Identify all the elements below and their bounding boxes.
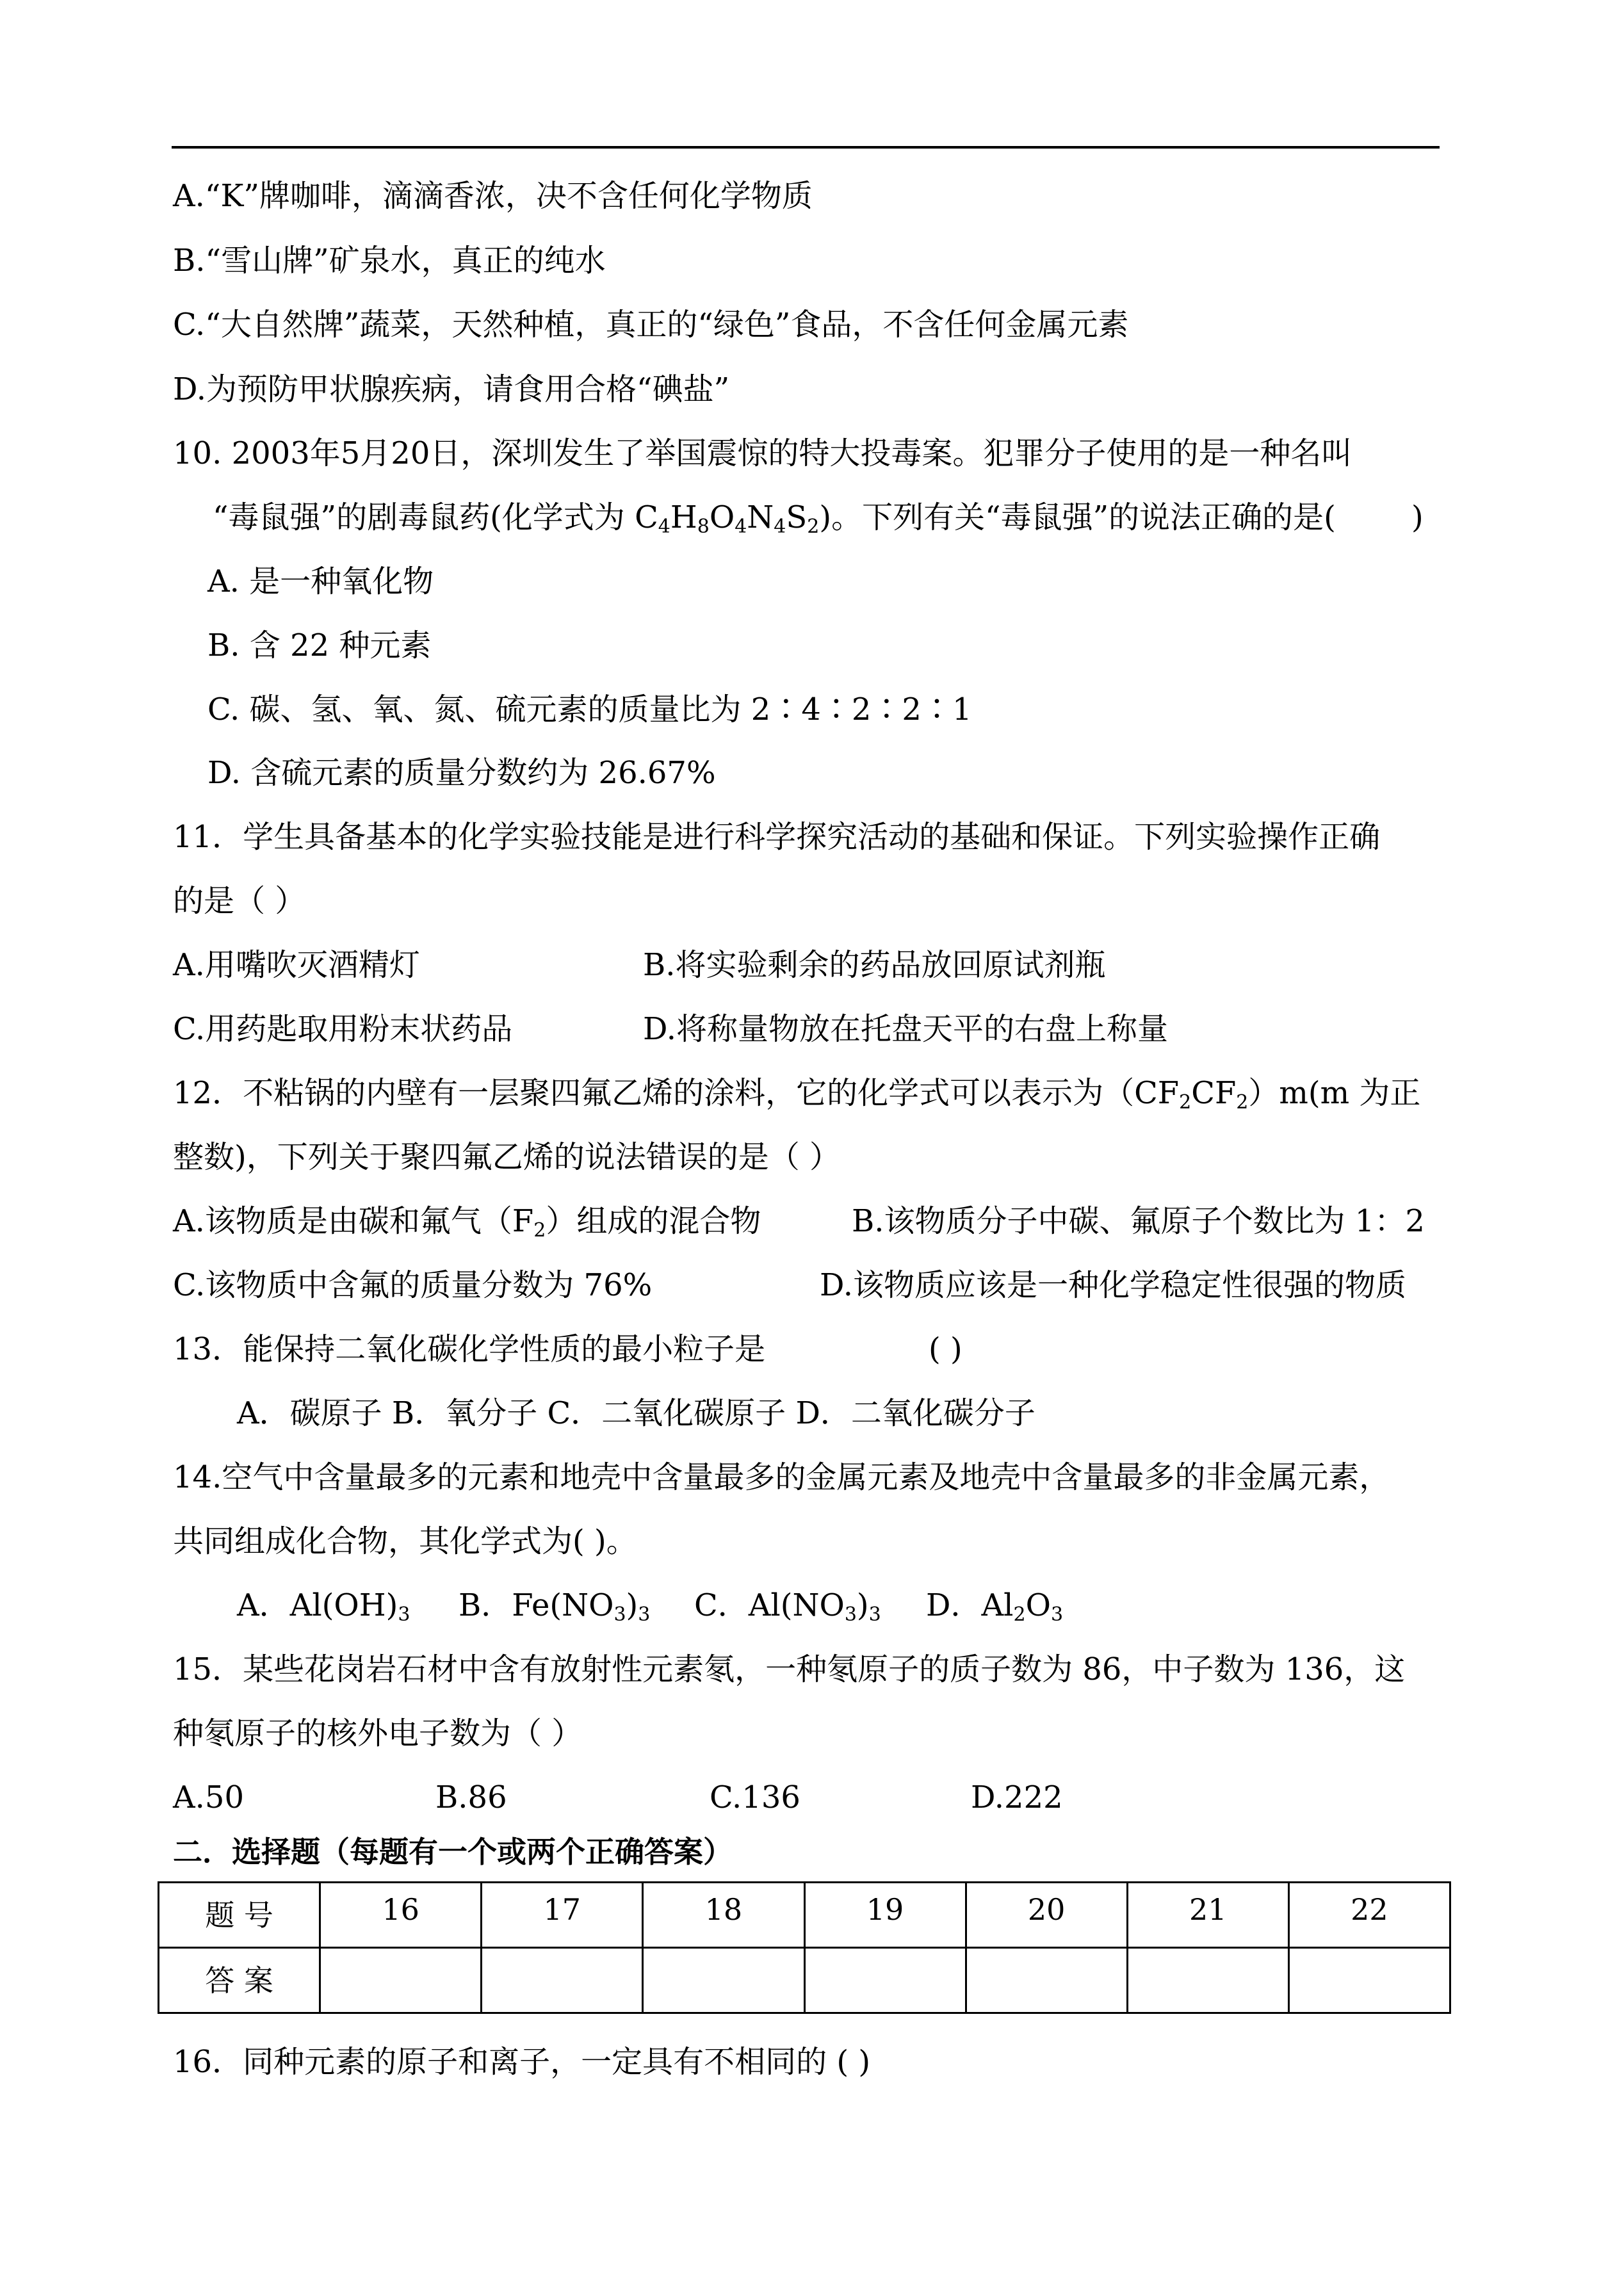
q10-stem-line1: 10. 2003年5月20日，深圳发生了举国震惊的特大投毒案。犯罪分子使用的是一种名叫 <box>173 435 1352 471</box>
q11-option-a: A.用嘴吹灭酒精灯 <box>173 947 420 983</box>
q11-option-d: D.将称量物放在托盘天平的右盘上称量 <box>643 1011 1169 1047</box>
table-cell-number: 22 <box>1288 1883 1450 1948</box>
table-cell-number: 16 <box>320 1883 482 1948</box>
q14-option-b: B．$Fe(NO_3)_3$ <box>459 1587 651 1626</box>
q11-stem-line1: 11．学生具备基本的化学实验技能是进行科学探究活动的基础和保证。下列实验操作正确 <box>173 819 1381 855</box>
q15-option-d: D.222 <box>971 1780 1063 1815</box>
table-cell-number: 17 <box>482 1883 643 1948</box>
q11-option-c: C.用药匙取用粉末状药品 <box>173 1011 513 1047</box>
table-row-numbers <box>159 1883 1450 1948</box>
table-answer-cell[interactable] <box>1288 1948 1450 2013</box>
q10-stem-line2: “毒鼠强”的剧毒鼠药(化学式为 $C_4H_8O_4N_4S_2$)。下列有关“毒鼠强”的说法正确的是( <box>213 499 1336 538</box>
q14-option-d: D．$Al_2O_3$ <box>926 1587 1064 1626</box>
table-answer-cell[interactable] <box>482 1948 643 2013</box>
q12-option-b: B.该物质分子中碳、氟原子个数比为 1：2 <box>852 1203 1425 1239</box>
q15-option-b: B.86 <box>435 1780 507 1815</box>
table-header-label: 题 号 <box>159 1883 320 1948</box>
q14-stem-line1: 14.空气中含量最多的元素和地壳中含量最多的金属元素及地壳中含量最多的非金属元素， <box>173 1459 1390 1495</box>
table-cell-number: 20 <box>966 1883 1127 1948</box>
table-answer-cell[interactable] <box>1127 1948 1288 2013</box>
q14-option-a: A．$Al(OH)_3$ <box>237 1587 410 1626</box>
table-row-answers <box>159 1948 1450 2013</box>
section-heading: 二．选择题（每题有一个或两个正确答案） <box>173 1835 733 1869</box>
q12-stem-line2: 整数)，下列关于聚四氟乙烯的说法错误的是（ ） <box>173 1139 840 1175</box>
q10-option-c: C. 碳、氢、氧、氮、硫元素的质量比为 2∶4∶2∶2∶1 <box>207 692 972 727</box>
q12-option-a: A.该物质是由碳和氟气$(F_2)$组成的混合物 <box>173 1203 761 1242</box>
q10-option-d: D. 含硫元素的质量分数约为 26.67% <box>207 755 716 791</box>
q15-option-a: A.50 <box>173 1780 244 1815</box>
table-cell-number: 21 <box>1127 1883 1288 1948</box>
q11-option-b: B.将实验剩余的药品放回原试剂瓶 <box>643 947 1106 983</box>
q10-answer-paren: ) <box>1411 499 1424 535</box>
table-cell-number: 19 <box>804 1883 966 1948</box>
q13-stem: 13．能保持二氧化碳化学性质的最小粒子是 <box>173 1331 766 1367</box>
q12-stem-line1: 12．不粘锅的内壁有一层聚四氟乙烯的涂料，它的化学式可以表示为$(CF_2CF_2)m(m$ 为正 <box>173 1075 1421 1114</box>
table-cell-number: 18 <box>643 1883 804 1948</box>
q15-stem-line1: 15．某些花岗岩石材中含有放射性元素氡，一种氡原子的质子数为 86，中子数为 136，这 <box>173 1651 1406 1687</box>
table-answer-cell[interactable] <box>320 1948 482 2013</box>
table-answer-label: 答 案 <box>159 1948 320 2013</box>
q14-option-c: C．$Al(NO_3)_3$ <box>694 1587 881 1626</box>
q13-options: A．碳原子 B．氧分子 C．二氧化碳原子 D．二氧化碳分子 <box>237 1395 1035 1431</box>
header-rule <box>172 146 1440 149</box>
q16-stem: 16．同种元素的原子和离子，一定具有不相同的 ( ) <box>173 2044 871 2080</box>
table-answer-cell[interactable] <box>804 1948 966 2013</box>
q12-option-d: D.该物质应该是一种化学稳定性很强的物质 <box>820 1267 1407 1303</box>
q12-option-c: C.该物质中含氟的质量分数为 76% <box>173 1267 653 1303</box>
answer-table <box>158 1881 1451 2014</box>
q15-stem-line2: 种氡原子的核外电子数为（ ） <box>173 1715 583 1751</box>
table-answer-cell[interactable] <box>966 1948 1127 2013</box>
q13-answer-paren: ( ) <box>929 1331 962 1367</box>
q9-option-d: D.为预防甲状腺疾病，请食用合格“碘盐” <box>173 371 730 407</box>
q11-stem-line2: 的是（ ） <box>173 883 306 919</box>
q15-option-c: C.136 <box>710 1780 800 1815</box>
q14-stem-line2: 共同组成化合物，其化学式为( )。 <box>173 1523 637 1559</box>
q10-option-b: B. 含 22 种元素 <box>207 628 432 663</box>
q9-option-c: C.“大自然牌”蔬菜，天然种植，真正的“绿色”食品，不含任何金属元素 <box>173 307 1129 343</box>
q9-option-b: B.“雪山牌”矿泉水，真正的纯水 <box>173 243 606 279</box>
q9-option-a: A.“K”牌咖啡，滴滴香浓，决不含任何化学物质 <box>173 178 813 214</box>
table-answer-cell[interactable] <box>643 1948 804 2013</box>
q10-option-a: A. 是一种氧化物 <box>207 564 434 599</box>
